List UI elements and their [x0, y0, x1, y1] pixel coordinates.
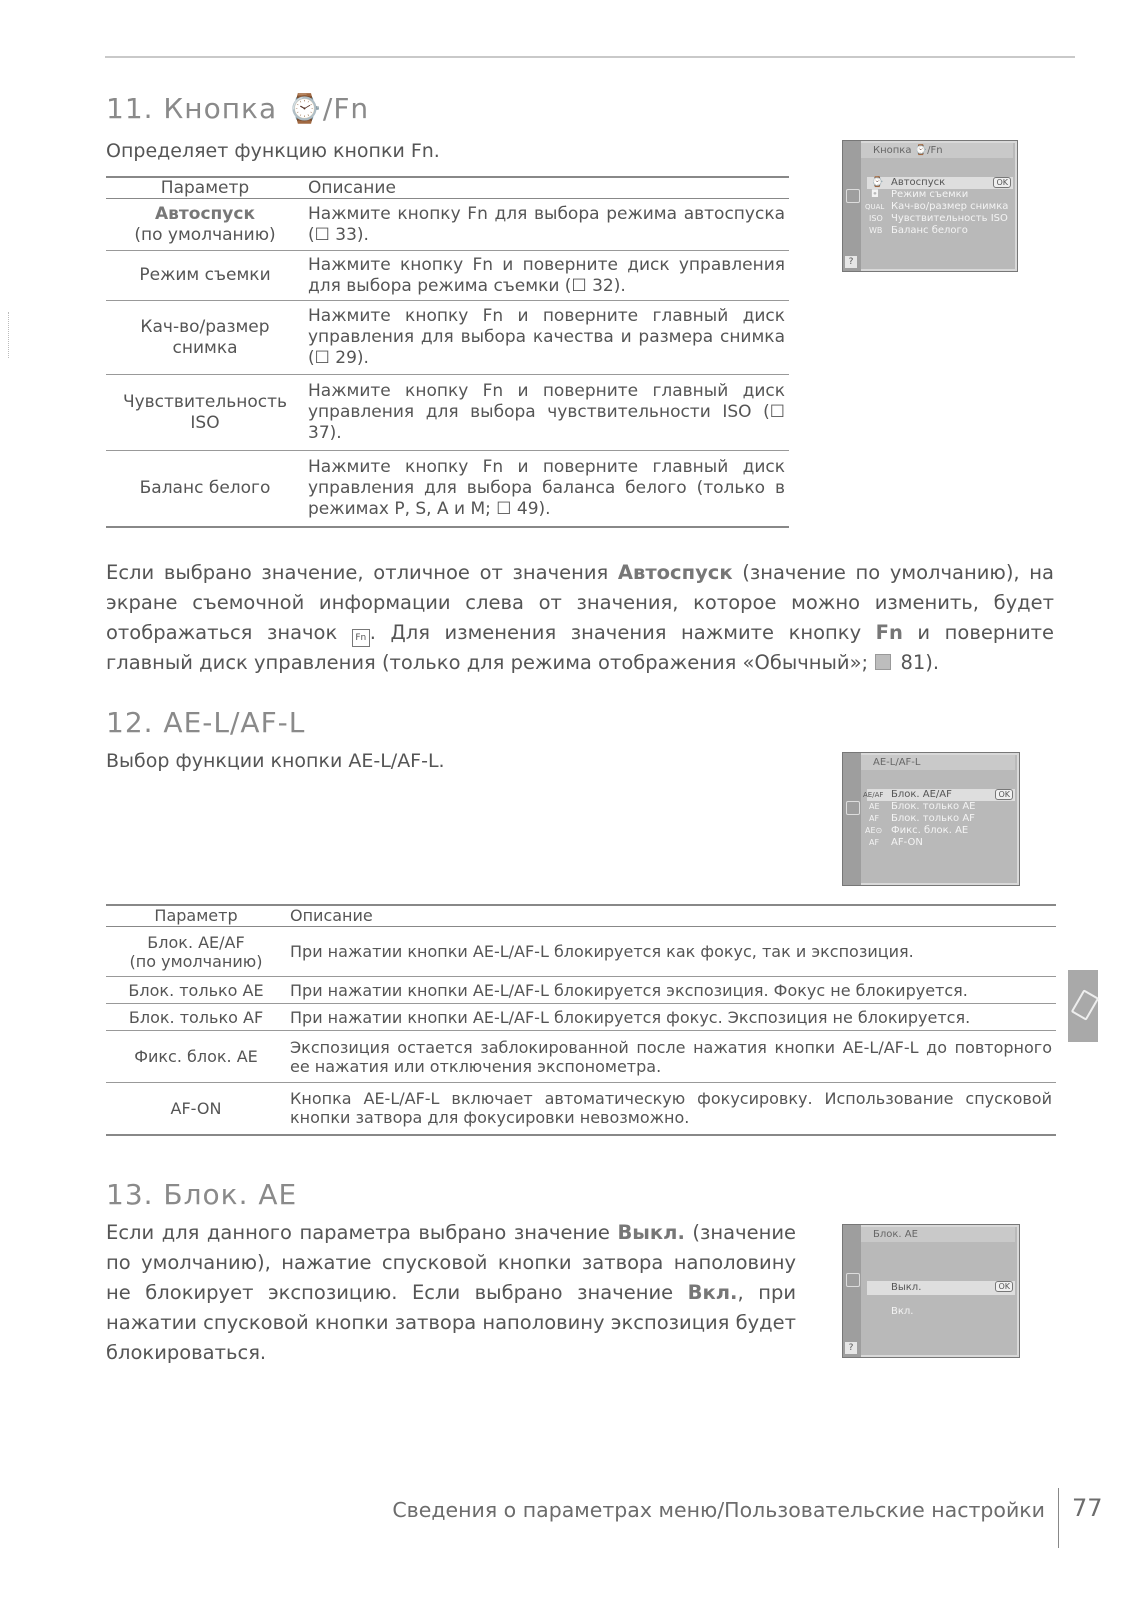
section-11-title: 11. Кнопка ⌚/Fn: [106, 92, 370, 125]
screen-menu-item: WB Баланс белого: [869, 225, 968, 236]
ae-hold-icon: AE⊙: [865, 826, 883, 835]
section-12-title: 12. AE-L/AF-L: [106, 706, 306, 739]
table-row: [106, 199, 789, 251]
screen-menu-item: ⌚ Автоспуск OK: [867, 177, 1013, 189]
margin-marks: [8, 312, 11, 358]
top-rule: [105, 56, 1075, 58]
screen-menu-list: [863, 789, 1015, 849]
mode-icon: ◘: [871, 189, 879, 200]
param-name: Блок. AE/AF: [147, 932, 245, 952]
screen-menu-item: AE⊙ Фикс. блок. AE: [865, 825, 969, 836]
param-cell: [106, 451, 304, 527]
param-cell: [106, 977, 286, 1004]
desc-cell: Нажмите кнопку Fn и поверните главный диск управления для выбора чувствительности ISO (☐ 37).: [304, 375, 789, 451]
param-name: Баланс белого: [139, 477, 271, 498]
ok-icon: OK: [995, 1281, 1013, 1292]
ae-lock-icon: AE: [869, 802, 880, 811]
screen-menu-item: ◘ Режим съемки: [871, 189, 969, 200]
screen-menu-item: AE Блок. только AE: [869, 801, 976, 812]
screen-menu-item: QUAL Кач-во/размер снимка: [865, 201, 1009, 212]
ae-af-lock-icon: AE/AF: [863, 791, 884, 799]
table-row: [106, 927, 1056, 977]
column-header-desc: Описание: [304, 177, 789, 199]
param-note: (по умолчанию): [129, 951, 263, 971]
iso-icon: ISO: [869, 214, 883, 223]
desc-cell: Экспозиция остается заблокированной после нажатия кнопки AE-L/AF-L до повторного ее нажатия или отключения экспонометра.: [286, 1031, 1056, 1083]
param-name: Чувствительность: [122, 391, 288, 412]
param-note: (по умолчанию): [134, 224, 276, 245]
param-cell: [106, 1031, 286, 1083]
desc-cell: Нажмите кнопку Fn и поверните главный диск управления для выбора баланса белого (только в режимах P, S, A и M; ☐ 49).: [304, 451, 789, 527]
section-12-table: [106, 904, 1056, 1136]
screen-menu-list: [867, 1281, 1015, 1319]
table-row: [106, 451, 789, 527]
param-cell: [106, 199, 304, 251]
param-name: Блок. только AF: [128, 1007, 264, 1027]
param-name: Фикс. блок. AE: [134, 1047, 258, 1066]
section-11-note: Если выбрано значение, отличное от значения Автоспуск (значение по умолчанию), на экране съемочной информации слева от значения, которое можно изменить, будет отображаться значок Fn . Для изменения значения нажмите кнопку Fn и поверните главный диск управления (только для режима отображения «Обычный»; 81).: [106, 561, 1054, 674]
param-name: Кач-во/размер: [140, 316, 270, 337]
quality-icon: QUAL: [865, 203, 885, 211]
af-lock-icon: AF: [869, 814, 880, 823]
menu-screen-fn-button: [842, 140, 1018, 272]
screen-title: Блок. AE: [861, 1227, 1015, 1242]
desc-cell: При нажатии кнопки AE-L/AF-L блокируется фокус. Экспозиция не блокируется.: [286, 1004, 1056, 1031]
pencil-icon: [1071, 989, 1100, 1021]
table-row: [106, 1083, 1056, 1135]
screen-menu-item: AF AF-ON: [869, 837, 923, 848]
ok-icon: OK: [993, 177, 1011, 188]
desc-cell: При нажатии кнопки AE-L/AF-L блокируется экспозиция. Фокус не блокируется.: [286, 977, 1056, 1004]
table-row: [106, 375, 789, 451]
section-12-intro: Выбор функции кнопки AE-L/AF-L.: [106, 750, 445, 772]
column-header-param: Параметр: [106, 177, 304, 199]
table-row: [106, 1004, 1056, 1031]
column-header-desc: Описание: [286, 905, 1056, 927]
fn-icon: Fn: [352, 629, 370, 647]
pencil-icon: [846, 1273, 860, 1287]
section-13-title: 13. Блок. AE: [106, 1178, 298, 1211]
param-note: снимка: [172, 337, 238, 358]
param-cell: [106, 1083, 286, 1135]
af-on-icon: AF: [869, 838, 880, 847]
section-13-text: Если для данного параметра выбрано значение Выкл. (значение по умолчанию), нажатие спусковой кнопки затвора наполовину не блокирует экспозицию. Если выбрано значение Вкл., при нажатии спусковой кнопки затвора наполовину экспозиция будет блокироваться.: [106, 1221, 797, 1364]
section-11-intro: Определяет функцию кнопки Fn.: [106, 140, 440, 162]
screen-sidebar: [843, 753, 861, 885]
screen-menu-list: [867, 177, 1013, 237]
screen-sidebar: [843, 1225, 861, 1357]
screen-menu-item: ISO Чувствительность ISO: [869, 213, 1008, 224]
section-11-table: [106, 176, 789, 528]
desc-cell: Нажмите кнопку Fn и поверните главный диск управления для выбора качества и размера снимка (☐ 29).: [304, 301, 789, 375]
page-number: 77: [1072, 1494, 1103, 1522]
screen-menu-item: Выкл. OK: [867, 1281, 1015, 1295]
screen-menu-item: AE/AF Блок. AE/AF OK: [867, 789, 1015, 801]
screen-sidebar: [843, 141, 861, 271]
table-row: [106, 977, 1056, 1004]
timer-icon: ⌚: [871, 177, 884, 188]
param-name: Автоспуск: [155, 203, 255, 224]
screen-menu-item: AF Блок. только AF: [869, 813, 975, 824]
help-icon: ?: [845, 1342, 857, 1354]
param-name: Блок. только AE: [128, 980, 264, 1000]
desc-cell: При нажатии кнопки AE-L/AF-L блокируется как фокус, так и экспозиция.: [286, 927, 1056, 977]
help-icon: ?: [845, 256, 857, 268]
param-name: Режим съемки: [139, 265, 271, 285]
desc-cell: Нажмите кнопку Fn для выбора режима автоспуска (☐ 33).: [304, 199, 789, 251]
pencil-icon: [846, 801, 860, 815]
column-header-param: Параметр: [106, 905, 286, 927]
footer-title: Сведения о параметрах меню/Пользовательские настройки: [392, 1498, 1045, 1522]
param-note: ISO: [190, 412, 220, 433]
page-ref-icon: [875, 654, 891, 670]
screen-menu-item: Вкл.: [891, 1306, 914, 1317]
screen-title: AE-L/AF-L: [861, 755, 1015, 770]
chapter-tab: [1068, 970, 1098, 1042]
menu-screen-ae-lock: [842, 1224, 1020, 1358]
table-row: [106, 301, 789, 375]
param-cell: [106, 927, 286, 977]
footer-divider: [1058, 1488, 1059, 1548]
table-row: [106, 251, 789, 301]
param-cell: [106, 375, 304, 451]
param-name: AF-ON: [170, 1098, 222, 1118]
screen-title: Кнопка ⌚/Fn: [861, 143, 1013, 158]
param-cell: [106, 251, 304, 301]
pencil-icon: [846, 189, 860, 203]
table-row: [106, 1031, 1056, 1083]
ok-icon: OK: [995, 789, 1013, 800]
desc-cell: Кнопка AE-L/AF-L включает автоматическую фокусировку. Использование спусковой кнопки затвора для фокусировки невозможно.: [286, 1083, 1056, 1135]
desc-cell: Нажмите кнопку Fn и поверните диск управления для выбора режима съемки (☐ 32).: [304, 251, 789, 301]
wb-icon: WB: [869, 226, 883, 235]
param-cell: [106, 301, 304, 375]
param-cell: [106, 1004, 286, 1031]
menu-screen-ael-afl: [842, 752, 1020, 886]
